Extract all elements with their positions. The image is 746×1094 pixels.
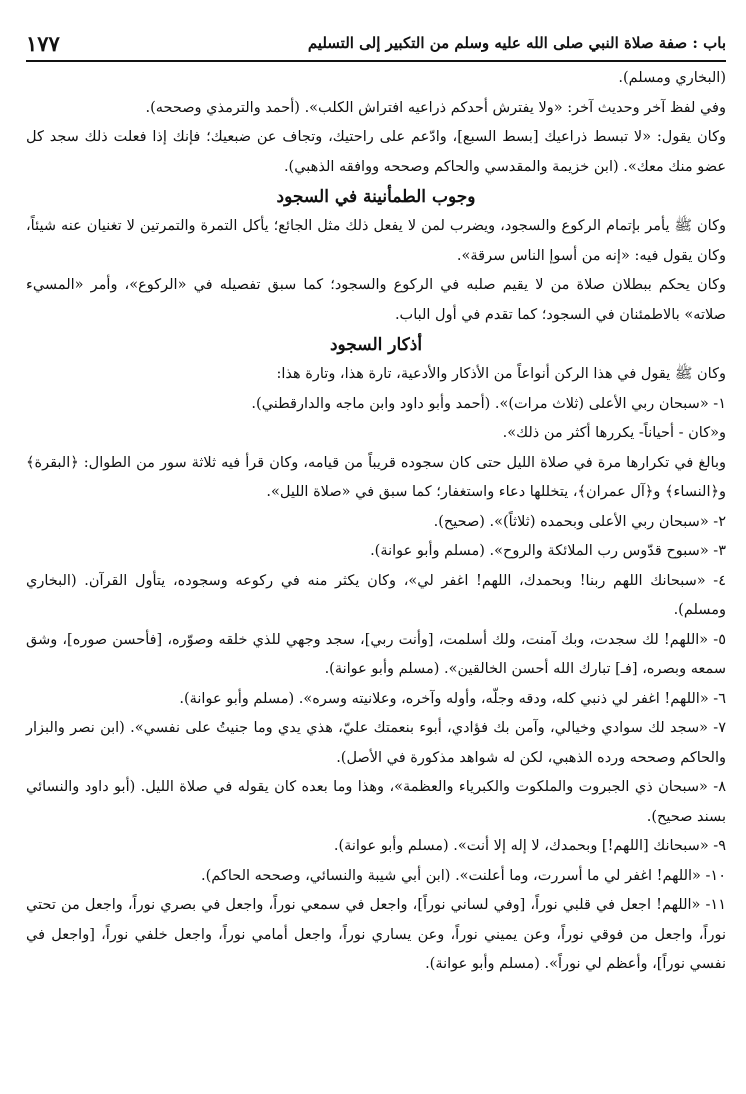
paragraph: وفي لفظ آخر وحديث آخر: «ولا يفترش أحدكم ذراعيه افتراش الكلب». (أحمد والترمذي وصححه). [145,99,726,116]
list-item: ١٠- «اللهم! اغفر لي ما أسررت، وما أعلنت». (ابن أبي شيبة والنسائي، وصححه الحاكم). [201,867,726,884]
paragraph: (البخاري ومسلم). [618,70,726,86]
list-item: ٩- «سبحانك [اللهم!] وبحمدك، لا إله إلا أنت». (مسلم وأبو عوانة). [333,838,726,854]
paragraph: وكان ﷺ يقول في هذا الركن أنواعاً من الأذكار والأدعية، تارة هذا، وتارة هذا: [276,366,726,382]
paragraph: وكان يحكم ببطلان صلاة من لا يقيم صلبه في الركوع والسجود؛ كما سبق تفصيله في «الركوع»، وأمر «المسيء صلاته» بالاطمئنان في السجود؛ كما تقدم في أول الباب. [26,277,726,323]
header-divider [26,60,726,62]
section-heading: وجوب الطمأنينة في السجود [276,187,476,207]
paragraph: وكان ﷺ يأمر بإتمام الركوع والسجود، ويضرب لمن لا يفعل ذلك مثل الجائع؛ يأكل التمرة والتمرتين لا تغنيان عنه شيئاً، وكان يقول فيه: «إنه من أسوإ الناس سرقة». [26,218,726,264]
list-item: ١١- «اللهم! اجعل في قلبي نوراً، [وفي لساني نوراً]، واجعل في سمعي نوراً، واجعل في بصري نوراً، واجعل من تحتي نوراً، واجعل من فوقي نوراً، وعن يميني نوراً، وعن يساري نوراً، واجعل أمامي نوراً، واجعل خلفي نوراً، [واجعل في نفسي نوراً]، وأعظم لي نوراً». (مسلم وأبو عوانة). [26,897,726,972]
list-item: ٦- «اللهم! اغفر لي ذنبي كله، ودقه وجلّه، وأوله وآخره، وعلانيته وسره». (مسلم وأبو عوانة). [179,690,726,707]
list-item: ٥- «اللهم! لك سجدت، وبك آمنت، ولك أسلمت، [وأنت ربي]، سجد وجهي للذي خلقه وصوّره، [فأحسن صوره]، وشق سمعه وبصره، [فـ] تبارك الله أحسن الخالقين». (مسلم وأبو عوانة). [26,631,726,677]
list-item: و«كان - أحياناً- يكررها أكثر من ذلك». [502,425,726,441]
page-number: ١٧٧ [26,30,60,56]
list-item: ٤- «سبحانك اللهم ربنا! وبحمدك، اللهم! اغفر لي»، وكان يكثر منه في ركوعه وسجوده، يتأول القرآن. (البخاري ومسلم). [26,572,726,618]
list-item: ١- «سبحان ربي الأعلى (ثلاث مرات)». (أحمد وأبو داود وابن ماجه والدارقطني). [251,395,726,412]
paragraph: وكان يقول: «لا تبسط ذراعيك [بسط السبع]، وادّعم على راحتيك، وتجاف عن ضبعيك؛ فإنك إذا فعلت ذلك سجد كل عضو منك معك». (ابن خزيمة والمقدسي والحاكم وصححه ووافقه الذهبي). [26,129,726,175]
section-heading: أذكار السجود [329,335,423,355]
chapter-title: باب : صفة صلاة النبي صلى الله عليه وسلم من التكبير إلى التسليم [307,34,726,52]
list-item: ٨- «سبحان ذي الجبروت والملكوت والكبرياء والعظمة»، وهذا وما بعده كان يقوله في صلاة الليل. (أبو داود والنسائي بسند صحيح). [26,779,726,825]
list-item: ٣- «سبوح قدّوس رب الملائكة والروح». (مسلم وأبو عوانة). [370,543,726,559]
list-item: وبالغ في تكرارها مرة في صلاة الليل حتى كان سجوده قريباً من قيامه، وكان قرأ فيه ثلاثة سور من الطوال: ﴿البقرة﴾ و﴿النساء﴾ و﴿آل عمران﴾، يتخللها دعاء واستغفار؛ كما سبق في «صلاة الليل». [26,454,726,500]
page-body [26,64,726,980]
list-item: ٧- «سجد لك سوادي وخيالي، وآمن بك فؤادي، أبوء بنعمتك عليّ، هذي يدي وما جنيتُ على نفسي». (ابن نصر والبزار والحاكم وصححه ورده الذهبي، لكن له شواهد مذكورة في الأصل). [26,720,726,766]
page-header [26,28,726,58]
list-item: ٢- «سبحان ربي الأعلى وبحمده (ثلاثاً)». (صحيح). [433,513,726,530]
